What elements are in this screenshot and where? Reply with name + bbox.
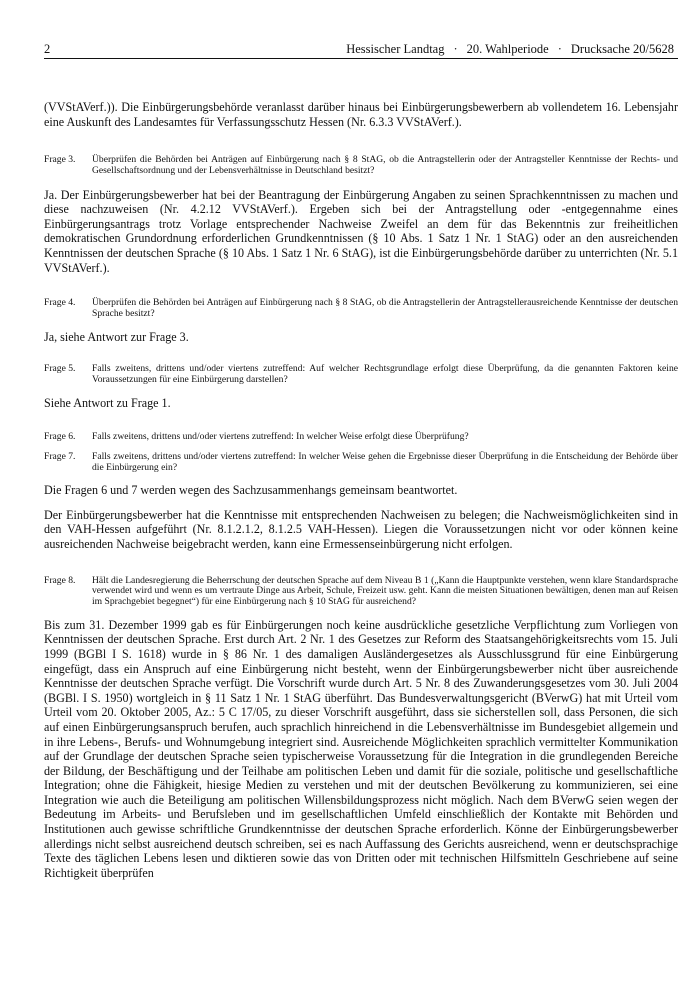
header-document-number: Drucksache 20/5628 — [570, 42, 674, 56]
page-body — [44, 100, 678, 880]
page-number: 2 — [44, 42, 51, 56]
question-6 — [44, 432, 678, 443]
answer-8: Bis zum 31. Dezember 1999 gab es für Einbürgerungen noch keine ausdrückliche gesetzliche Verpflichtung zum Vorliegen von Kenntnissen der deutschen Sprache. Erst durch Art. 2 Nr. 1 des Gesetzes zur Reform des Staatsangehörigkeitsrechts vom 15. Juli 1999 (BGBl I S. 1618) wurde in § 86 Nr. 1 des damaligen Ausländergesetzes als Ausschlussgrund für eine Einbürgerung eingefügt, dass ein Anspruch auf eine Einbürgerung nicht besteht, wenn der Einbürgerungsbewerber nicht über ausreichende Kenntnisse der deutschen Sprache verfügt. Die Vorschrift wurde durch Art. 5 Nr. 8 des Zuwanderungsgesetzes vom 30. Juli 2004 (BGBl. I S. 1950) wortgleich in § 11 Satz 1 Nr. 1 StAG überführt. Das Bundesverwaltungsgericht (BVerwG) hat mit Urteil vom Urteil vom 20. Oktober 2005, Az.: 5 C 17/05, zu dieser Vorschrift ausgeführt, dass sie sicherstellen soll, dass Personen, die sich auf einen Einbürgerungsanspruch berufen, auch sprachlich hinreichend in die Lebensverhältnisse im Bundesgebiet allgemein und in ihre Lebens-, Berufs- und Wohnumgebung integriert sind. Ausreichende Möglichkeiten sprachlich vermittelter Kommunikation auf der Grundlage der deutschen Sprache seien typischerweise Voraussetzung für die Integration in die grundlegenden Bereiche der Bildung, der Beschäftigung und der Teilhabe am politischen Leben und damit für die soziale, politische und gesellschaftliche Integration; ohne die Fähigkeit, hiesige Medien zu verstehen und mit der deutschen Bevölkerung zu kommunizieren, sei eine Integration wie auch die Beteiligung am politischen Willensbildungsprozess nicht möglich. Nach dem BVerwG seien wegen der Bedeutung im Arbeits- und Berufsleben und im gesellschaftlichen Umfeld einschließlich der Kontakte mit Behörden und Institutionen auch gewisse schriftliche Grundkenntnisse der deutschen Sprache erforderlich. Könne der Einbürgerungsbewerber allerdings nicht selbst ausreichend deutsch schreiben, sei es nach Auffassung des Gerichts ausreichend, wenn er deutschsprachige Texte des täglichen Lebens lesen und diktieren sowie das von Dritten oder mit technischen Hilfsmitteln Geschriebene auf seine Richtigkeit überprüfen — [44, 617, 678, 880]
answer-4: Ja, siehe Antwort zur Frage 3. — [44, 329, 189, 344]
answer-5: Siehe Antwort zu Frage 1. — [44, 395, 171, 410]
question-6-label: Frage 6. — [44, 431, 76, 443]
question-5-label: Frage 5. — [44, 363, 76, 375]
header-period: 20. Wahlperiode — [466, 42, 549, 56]
question-4 — [44, 298, 678, 319]
question-8-text: Hält die Landesregierung die Beherrschung der deutschen Sprache auf dem Niveau B 1 („Kann die Hauptpunkte verstehen, wenn klare Standardsprache verwendet wird und wenn es um vertraute Dinge aus Arbeit, Schule, Freizeit usw. geht. Kann die meisten Situationen bewältigen, denen man auf Reisen im Sprachgebiet begegnet“) für eine Einbürgerung nach § 10 StAG für ausreichend? — [92, 574, 678, 608]
question-7 — [44, 452, 678, 473]
intro-paragraph: (VVStAVerf.)). Die Einbürgerungsbehörde veranlasst darüber hinaus bei Einbürgerungsbewerbern ab vollendetem 16. Lebensjahr eine Auskunft des Landesamtes für Verfassungsschutz Hessen (Nr. 6.3.3 VVStAVerf.). — [44, 100, 678, 129]
answer-3: Ja. Der Einbürgerungsbewerber hat bei der Beantragung der Einbürgerung Angaben zu seinen Sprachkenntnissen zu machen und diese nachzuweisen (Nr. 4.2.12 VVStAVerf.). Ergeben sich bei der Antragstellung oder -entgegennahme eines Einbürgerungsantrags trotz Vorlage entsprechender Nachweise Zweifel an dem für das Bekenntnis zur freiheitlichen demokratischen Grundordnung erforderlichen Grundkenntnissen (§ 10 Abs. 1 Satz 1 Nr. 1 StAG) oder an den ausreichenden Kenntnissen der deutschen Sprache (§ 10 Abs. 1 Satz 1 Nr. 6 StAG), ist die Einbürgerungsbehörde darüber zu unterrichten (Nr. 5.1 VVStAVerf.). — [44, 187, 678, 275]
question-7-text: Falls zweitens, drittens und/oder viertens zutreffend: In welcher Weise gehen die Ergebnisse dieser Überprüfung in die Entscheidung der Behörde über die Einbürgerung ein? — [92, 450, 678, 473]
question-5-text: Falls zweitens, drittens und/oder viertens zutreffend: Auf welcher Rechtsgrundlage erfolgt diese Überprüfung, da die genannten Faktoren keine Voraussetzungen für eine Einbürgerung darstellen? — [92, 363, 678, 385]
header-parliament: Hessischer Landtag — [346, 42, 445, 56]
question-7-label: Frage 7. — [44, 450, 76, 462]
question-5 — [44, 364, 678, 385]
answer-6-7: Der Einbürgerungsbewerber hat die Kenntnisse mit entsprechenden Nachweisen zu belegen; die Nachweismöglichkeiten sind in den VAH-Hessen aufgeführt (Nr. 8.1.2.1.2, 8.1.2.5 VAH-Hessen). Liegen die Voraussetzungen nicht vor oder können keine ausreichenden Nachweise beigebracht werden, kann eine Ermessenseinbürgerung nicht erfolgen. — [44, 507, 678, 552]
question-3-text: Überprüfen die Behörden bei Anträgen auf Einbürgerung nach § 8 StAG, ob die Antragstellerin oder der Antragsteller Kenntnisse der Rechts- und Gesellschaftsordnung und der Lebensverhältnisse in Deutschland besitzt? — [92, 154, 678, 176]
page-header — [44, 40, 678, 59]
question-8-label: Frage 8. — [44, 574, 76, 586]
question-8 — [44, 576, 678, 608]
question-3-label: Frage 3. — [44, 154, 76, 166]
question-6-text: Falls zweitens, drittens und/oder viertens zutreffend: In welcher Weise erfolgt diese Überprüfung? — [92, 431, 469, 443]
question-4-label: Frage 4. — [44, 297, 76, 309]
question-4-text: Überprüfen die Behörden bei Anträgen auf Einbürgerung nach § 8 StAG, ob die Antragstellerin der Antragstellerausreichende Kenntnisse der deutschen Sprache besitzt? — [92, 297, 678, 319]
header-separator: · — [557, 42, 562, 56]
header-title — [346, 42, 674, 57]
header-separator: · — [453, 42, 458, 56]
answer-6-7-intro: Die Fragen 6 und 7 werden wegen des Sachzusammenhangs gemeinsam beantwortet. — [44, 483, 458, 498]
question-3 — [44, 155, 678, 176]
